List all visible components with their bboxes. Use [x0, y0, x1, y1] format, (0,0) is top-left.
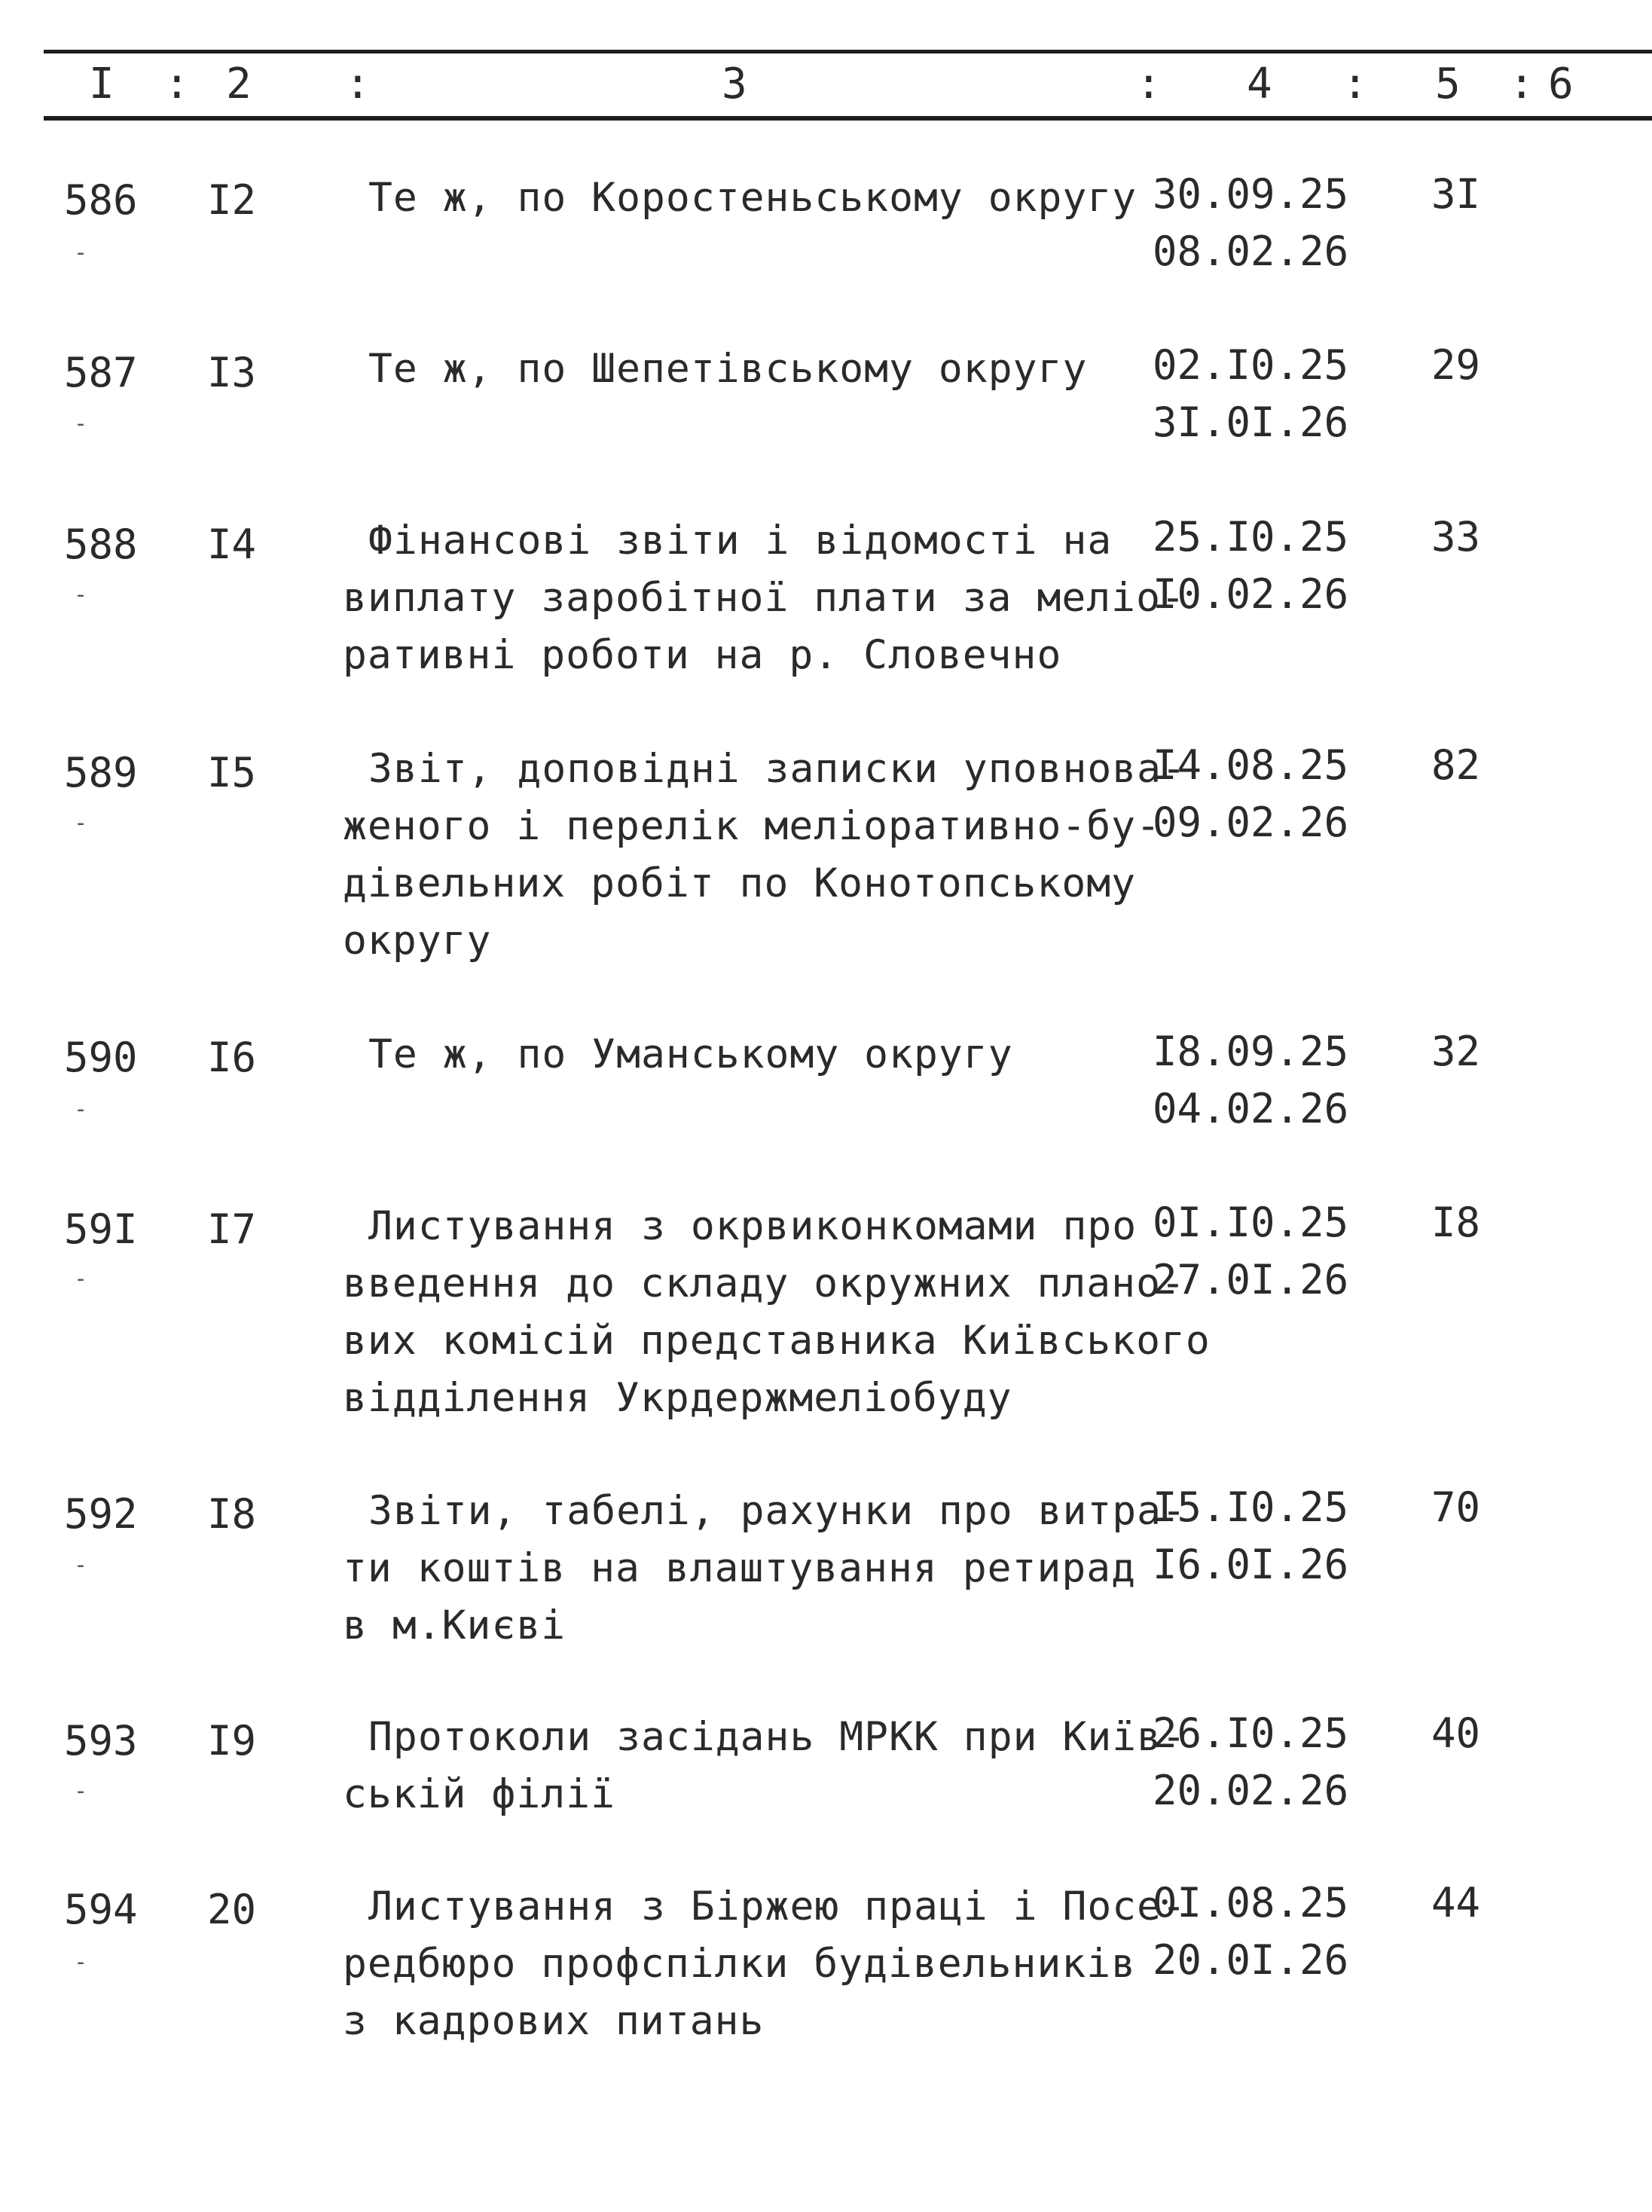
title-line: ти коштів на влаштування ретирад	[343, 1545, 1137, 1591]
row-dates	[1153, 1479, 1348, 1593]
row-pages: 70	[1431, 1483, 1481, 1531]
column-separator: :	[164, 60, 190, 108]
title-line: Те ж, по Шепетівському округу	[368, 346, 1088, 392]
title-line: в м.Києві	[343, 1602, 566, 1648]
row-title	[343, 1198, 1211, 1427]
title-line: виплату заробітної плати за меліо-	[343, 575, 1186, 621]
title-line: Листування з Біржею праці і Посе-	[368, 1884, 1186, 1929]
row-index: I5	[207, 749, 257, 796]
title-line: Протоколи засідань МРКК при Київ-	[368, 1714, 1186, 1760]
row-number: 590	[64, 1034, 138, 1081]
date-end: 27.0I.26	[1153, 1256, 1349, 1303]
title-line: Звіти, табелі, рахунки про витра-	[368, 1488, 1186, 1534]
row-pages: 82	[1431, 741, 1481, 789]
row-number: 59I	[64, 1205, 138, 1253]
row-dates	[1153, 1023, 1348, 1138]
date-start: 30.09.25	[1153, 170, 1349, 218]
date-start: I4.08.25	[1153, 741, 1349, 789]
row-number: 589	[64, 749, 138, 796]
title-line: введення до складу окружних плано-	[343, 1260, 1186, 1306]
date-end: 3I.0I.26	[1153, 399, 1349, 446]
title-line: женого і перелік меліоративно-бу-	[343, 803, 1161, 849]
column-separator: :	[1136, 60, 1162, 108]
column-separator: :	[345, 60, 371, 108]
column-header-6: 6	[1548, 60, 1574, 108]
column-separator: :	[1342, 60, 1368, 108]
date-end: I0.02.26	[1153, 570, 1349, 618]
title-line: з кадрових питань	[343, 1998, 765, 2044]
row-title	[343, 341, 1156, 398]
column-header-1: I	[89, 60, 115, 108]
date-end: 20.02.26	[1153, 1767, 1349, 1814]
row-pages: 32	[1431, 1028, 1481, 1075]
row-title	[343, 1709, 1186, 1823]
row-index: I4	[207, 521, 257, 568]
row-mark: -	[74, 1266, 88, 1292]
column-header-3: 3	[722, 60, 747, 108]
title-line: вих комісій представника Київського	[343, 1318, 1211, 1364]
row-pages: 40	[1431, 1709, 1481, 1757]
row-index: I3	[207, 349, 257, 396]
column-header-5: 5	[1435, 60, 1461, 108]
title-line: Те ж, по Уманському округу	[368, 1031, 1013, 1077]
title-line: відділення Укрдержмеліобуду	[343, 1375, 1012, 1421]
row-title	[343, 1026, 1156, 1083]
date-end: 09.02.26	[1153, 799, 1349, 846]
date-start: I5.I0.25	[1153, 1483, 1349, 1531]
row-index: I2	[207, 176, 257, 224]
title-line: ративні роботи на р. Словечно	[343, 632, 1062, 678]
header-rule-bottom	[44, 116, 1652, 121]
row-mark: -	[74, 582, 88, 608]
date-start: I8.09.25	[1153, 1028, 1349, 1075]
row-number: 588	[64, 521, 138, 568]
row-mark: -	[74, 1096, 88, 1123]
date-start: 26.I0.25	[1153, 1709, 1349, 1757]
row-mark: -	[74, 810, 88, 836]
title-line: Те ж, по Коростеньському округу	[368, 175, 1137, 221]
date-end: 08.02.26	[1153, 228, 1349, 275]
row-dates	[1153, 1874, 1348, 1989]
row-title	[343, 1483, 1186, 1654]
row-pages: 29	[1431, 341, 1481, 389]
row-index: I6	[207, 1034, 257, 1081]
row-pages: 33	[1431, 513, 1481, 561]
row-number: 586	[64, 176, 138, 224]
row-mark: -	[74, 1552, 88, 1578]
row-number: 592	[64, 1490, 138, 1538]
row-pages: 44	[1431, 1879, 1481, 1926]
row-number: 594	[64, 1886, 138, 1933]
row-title	[343, 1878, 1186, 2050]
date-start: 02.I0.25	[1153, 341, 1349, 389]
row-mark: -	[74, 240, 88, 266]
row-title	[343, 512, 1186, 684]
title-line: Звіт, доповідні записки уповнова-	[368, 746, 1186, 792]
date-start: 0I.08.25	[1153, 1879, 1349, 1926]
title-line: дівельних робіт по Конотопському	[343, 860, 1137, 906]
row-index: I7	[207, 1205, 257, 1253]
row-mark: -	[74, 411, 88, 437]
date-start: 0I.I0.25	[1153, 1199, 1349, 1246]
row-dates	[1153, 166, 1348, 280]
date-end: I6.0I.26	[1153, 1541, 1349, 1588]
column-header-2: 2	[226, 60, 252, 108]
row-dates	[1153, 1705, 1348, 1819]
row-pages: I8	[1431, 1199, 1481, 1246]
date-end: 04.02.26	[1153, 1085, 1349, 1132]
row-index: I9	[207, 1717, 257, 1764]
title-line: Фінансові звіти і відомості на	[368, 518, 1113, 564]
row-dates	[1153, 337, 1348, 451]
column-separator: :	[1509, 60, 1534, 108]
title-line: округу	[343, 918, 492, 964]
row-title	[343, 741, 1186, 970]
row-index: I8	[207, 1490, 257, 1538]
date-end: 20.0I.26	[1153, 1936, 1349, 1984]
row-pages: 3I	[1431, 170, 1481, 218]
row-number: 593	[64, 1717, 138, 1764]
row-dates	[1153, 509, 1348, 623]
title-line: редбюро профспілки будівельників	[343, 1941, 1137, 1987]
row-mark: -	[74, 1949, 88, 1975]
row-title	[343, 170, 1156, 227]
title-line: ській філії	[343, 1771, 615, 1817]
row-mark: -	[74, 1778, 88, 1804]
row-index: 20	[207, 1886, 257, 1933]
row-number: 587	[64, 349, 138, 396]
row-dates	[1153, 737, 1348, 851]
row-dates	[1153, 1194, 1348, 1309]
date-start: 25.I0.25	[1153, 513, 1349, 561]
column-header-4: 4	[1247, 60, 1272, 108]
title-line: Листування з окрвиконкомами про	[368, 1203, 1137, 1249]
header-rule-top	[44, 50, 1652, 53]
